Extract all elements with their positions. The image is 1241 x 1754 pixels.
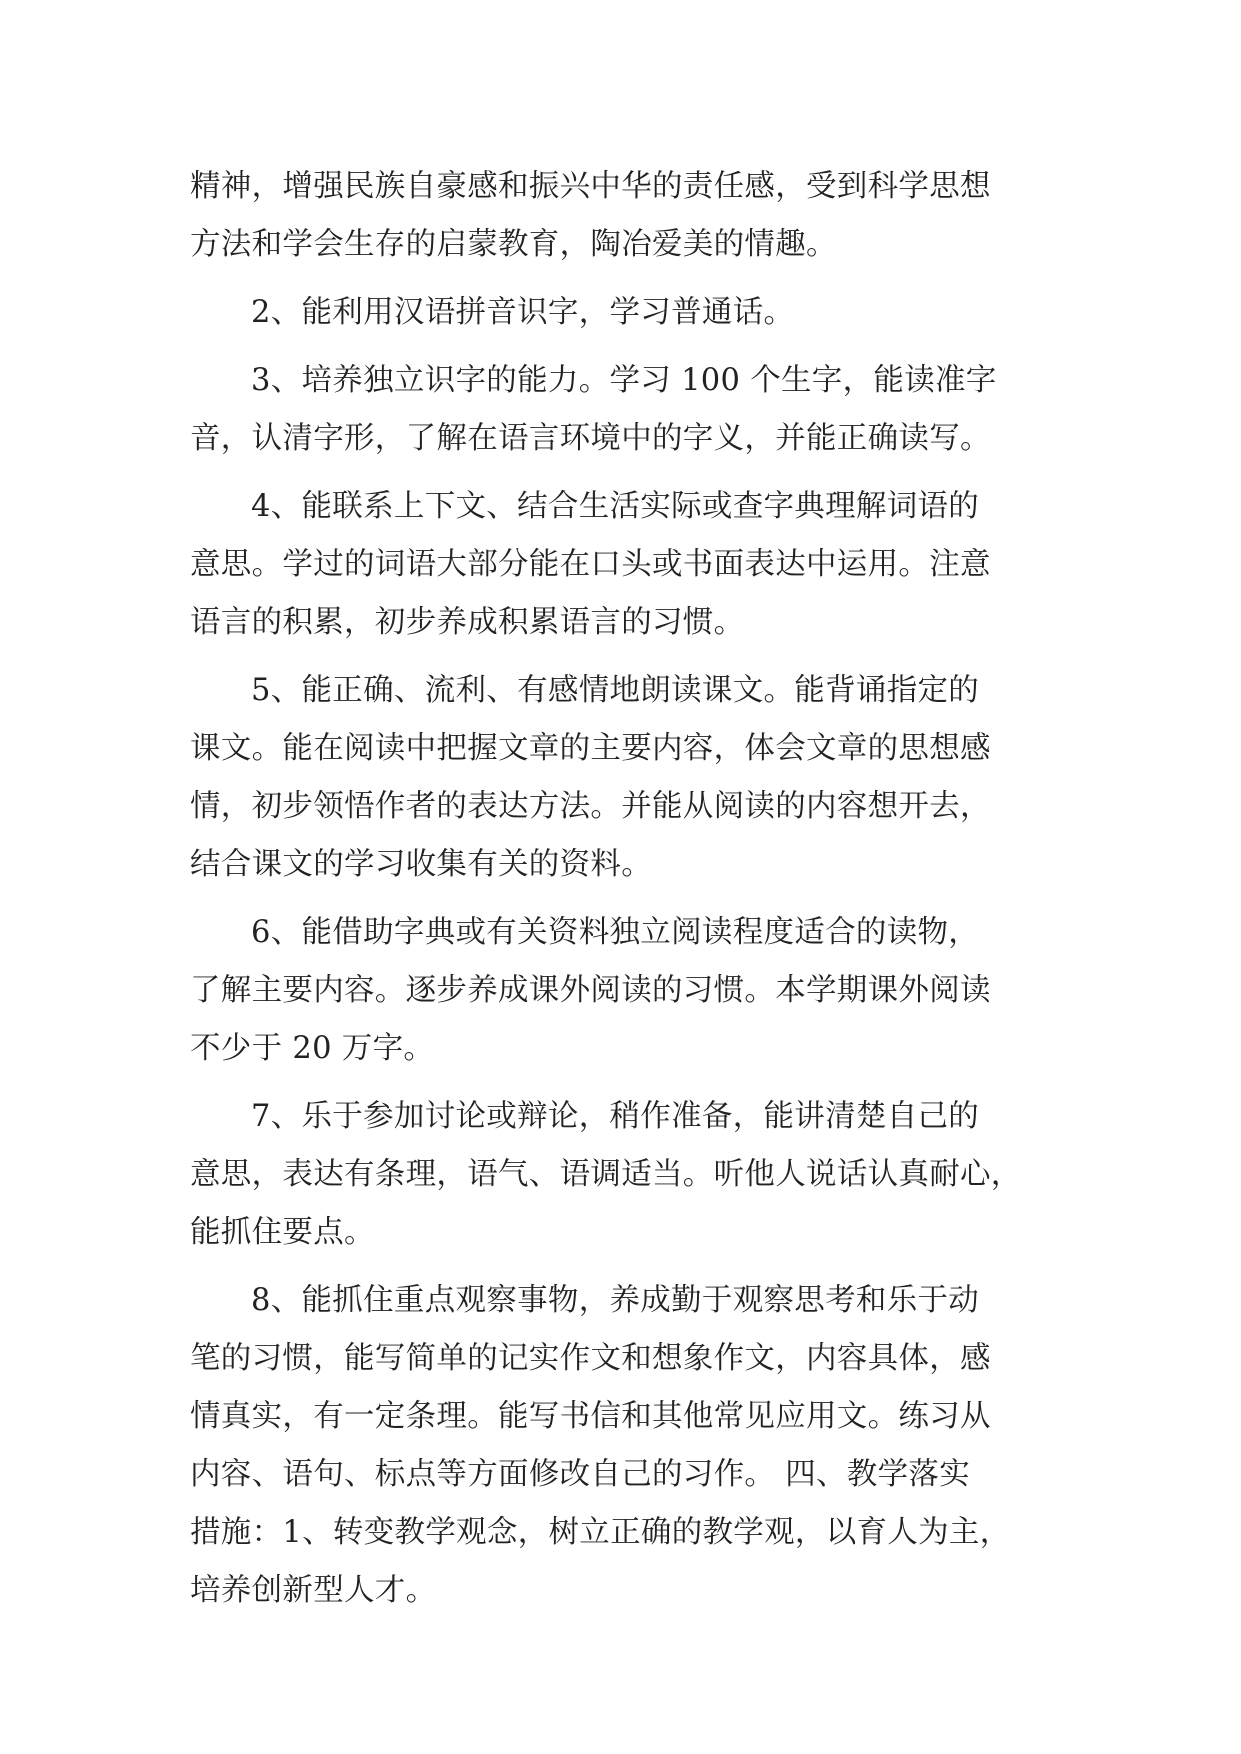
- text-line: 培养创新型人才。: [190, 1573, 437, 1608]
- text-line: 了解主要内容。逐步养成课外阅读的习惯。本学期课外阅读: [190, 973, 991, 1008]
- paragraph-gap: [190, 652, 1050, 662]
- paragraph: [190, 1272, 1050, 1620]
- paragraph: [190, 352, 1050, 468]
- text-line: 能抓住要点。: [190, 1215, 375, 1250]
- text-line: 意思，表达有条理，语气、语调适当。听他人说话认真耐心，: [190, 1157, 1022, 1192]
- text-line: 课文。能在阅读中把握文章的主要内容，体会文章的思想感: [190, 731, 991, 766]
- text-line: 笔的习惯，能写简单的记实作文和想象作文，内容具体，感: [190, 1341, 991, 1376]
- paragraph: [190, 1088, 1050, 1262]
- paragraph-gap: [190, 894, 1050, 904]
- document-body: [190, 158, 1050, 1620]
- text-line: 结合课文的学习收集有关的资料。: [190, 847, 652, 882]
- paragraph-gap: [190, 342, 1050, 352]
- paragraph: [190, 904, 1050, 1078]
- text-line: 内容、语句、标点等方面修改自己的习作。 四、教学落实: [190, 1457, 970, 1492]
- text-line: 情，初步领悟作者的表达方法。并能从阅读的内容想开去，: [190, 789, 991, 824]
- paragraph: [190, 478, 1050, 652]
- text-line: 2、能利用汉语拼音识字，学习普通话。: [251, 295, 795, 330]
- text-line: 方法和学会生存的启蒙教育，陶冶爱美的情趣。: [190, 227, 837, 262]
- paragraph: [190, 662, 1050, 894]
- text-line: 情真实，有一定条理。能写书信和其他常见应用文。练习从: [190, 1399, 991, 1434]
- paragraph-gap: [190, 1078, 1050, 1088]
- text-line: 7、乐于参加讨论或辩论，稍作准备，能讲清楚自己的: [251, 1099, 980, 1134]
- text-line: 3、培养独立识字的能力。学习 100 个生字，能读准字: [251, 363, 997, 398]
- text-line: 8、能抓住重点观察事物，养成勤于观察思考和乐于动: [251, 1283, 980, 1318]
- text-line: 6、能借助字典或有关资料独立阅读程度适合的读物，: [251, 915, 980, 950]
- text-line: 措施：1、转变教学观念，树立正确的教学观，以育人为主，: [190, 1515, 1011, 1550]
- paragraph-gap: [190, 1262, 1050, 1272]
- text-line: 语言的积累，初步养成积累语言的习惯。: [190, 605, 745, 640]
- text-line: 4、能联系上下文、结合生活实际或查字典理解词语的: [251, 489, 980, 524]
- text-line: 精神，增强民族自豪感和振兴中华的责任感，受到科学思想: [190, 169, 991, 204]
- text-line: 音，认清字形，了解在语言环境中的字义，并能正确读写。: [190, 421, 991, 456]
- paragraph: [190, 158, 1050, 274]
- text-line: 意思。学过的词语大部分能在口头或书面表达中运用。注意: [190, 547, 991, 582]
- paragraph-gap: [190, 274, 1050, 284]
- paragraph: [190, 284, 1050, 342]
- text-line: 5、能正确、流利、有感情地朗读课文。能背诵指定的: [251, 673, 980, 708]
- paragraph-gap: [190, 468, 1050, 478]
- text-line: 不少于 20 万字。: [190, 1031, 435, 1066]
